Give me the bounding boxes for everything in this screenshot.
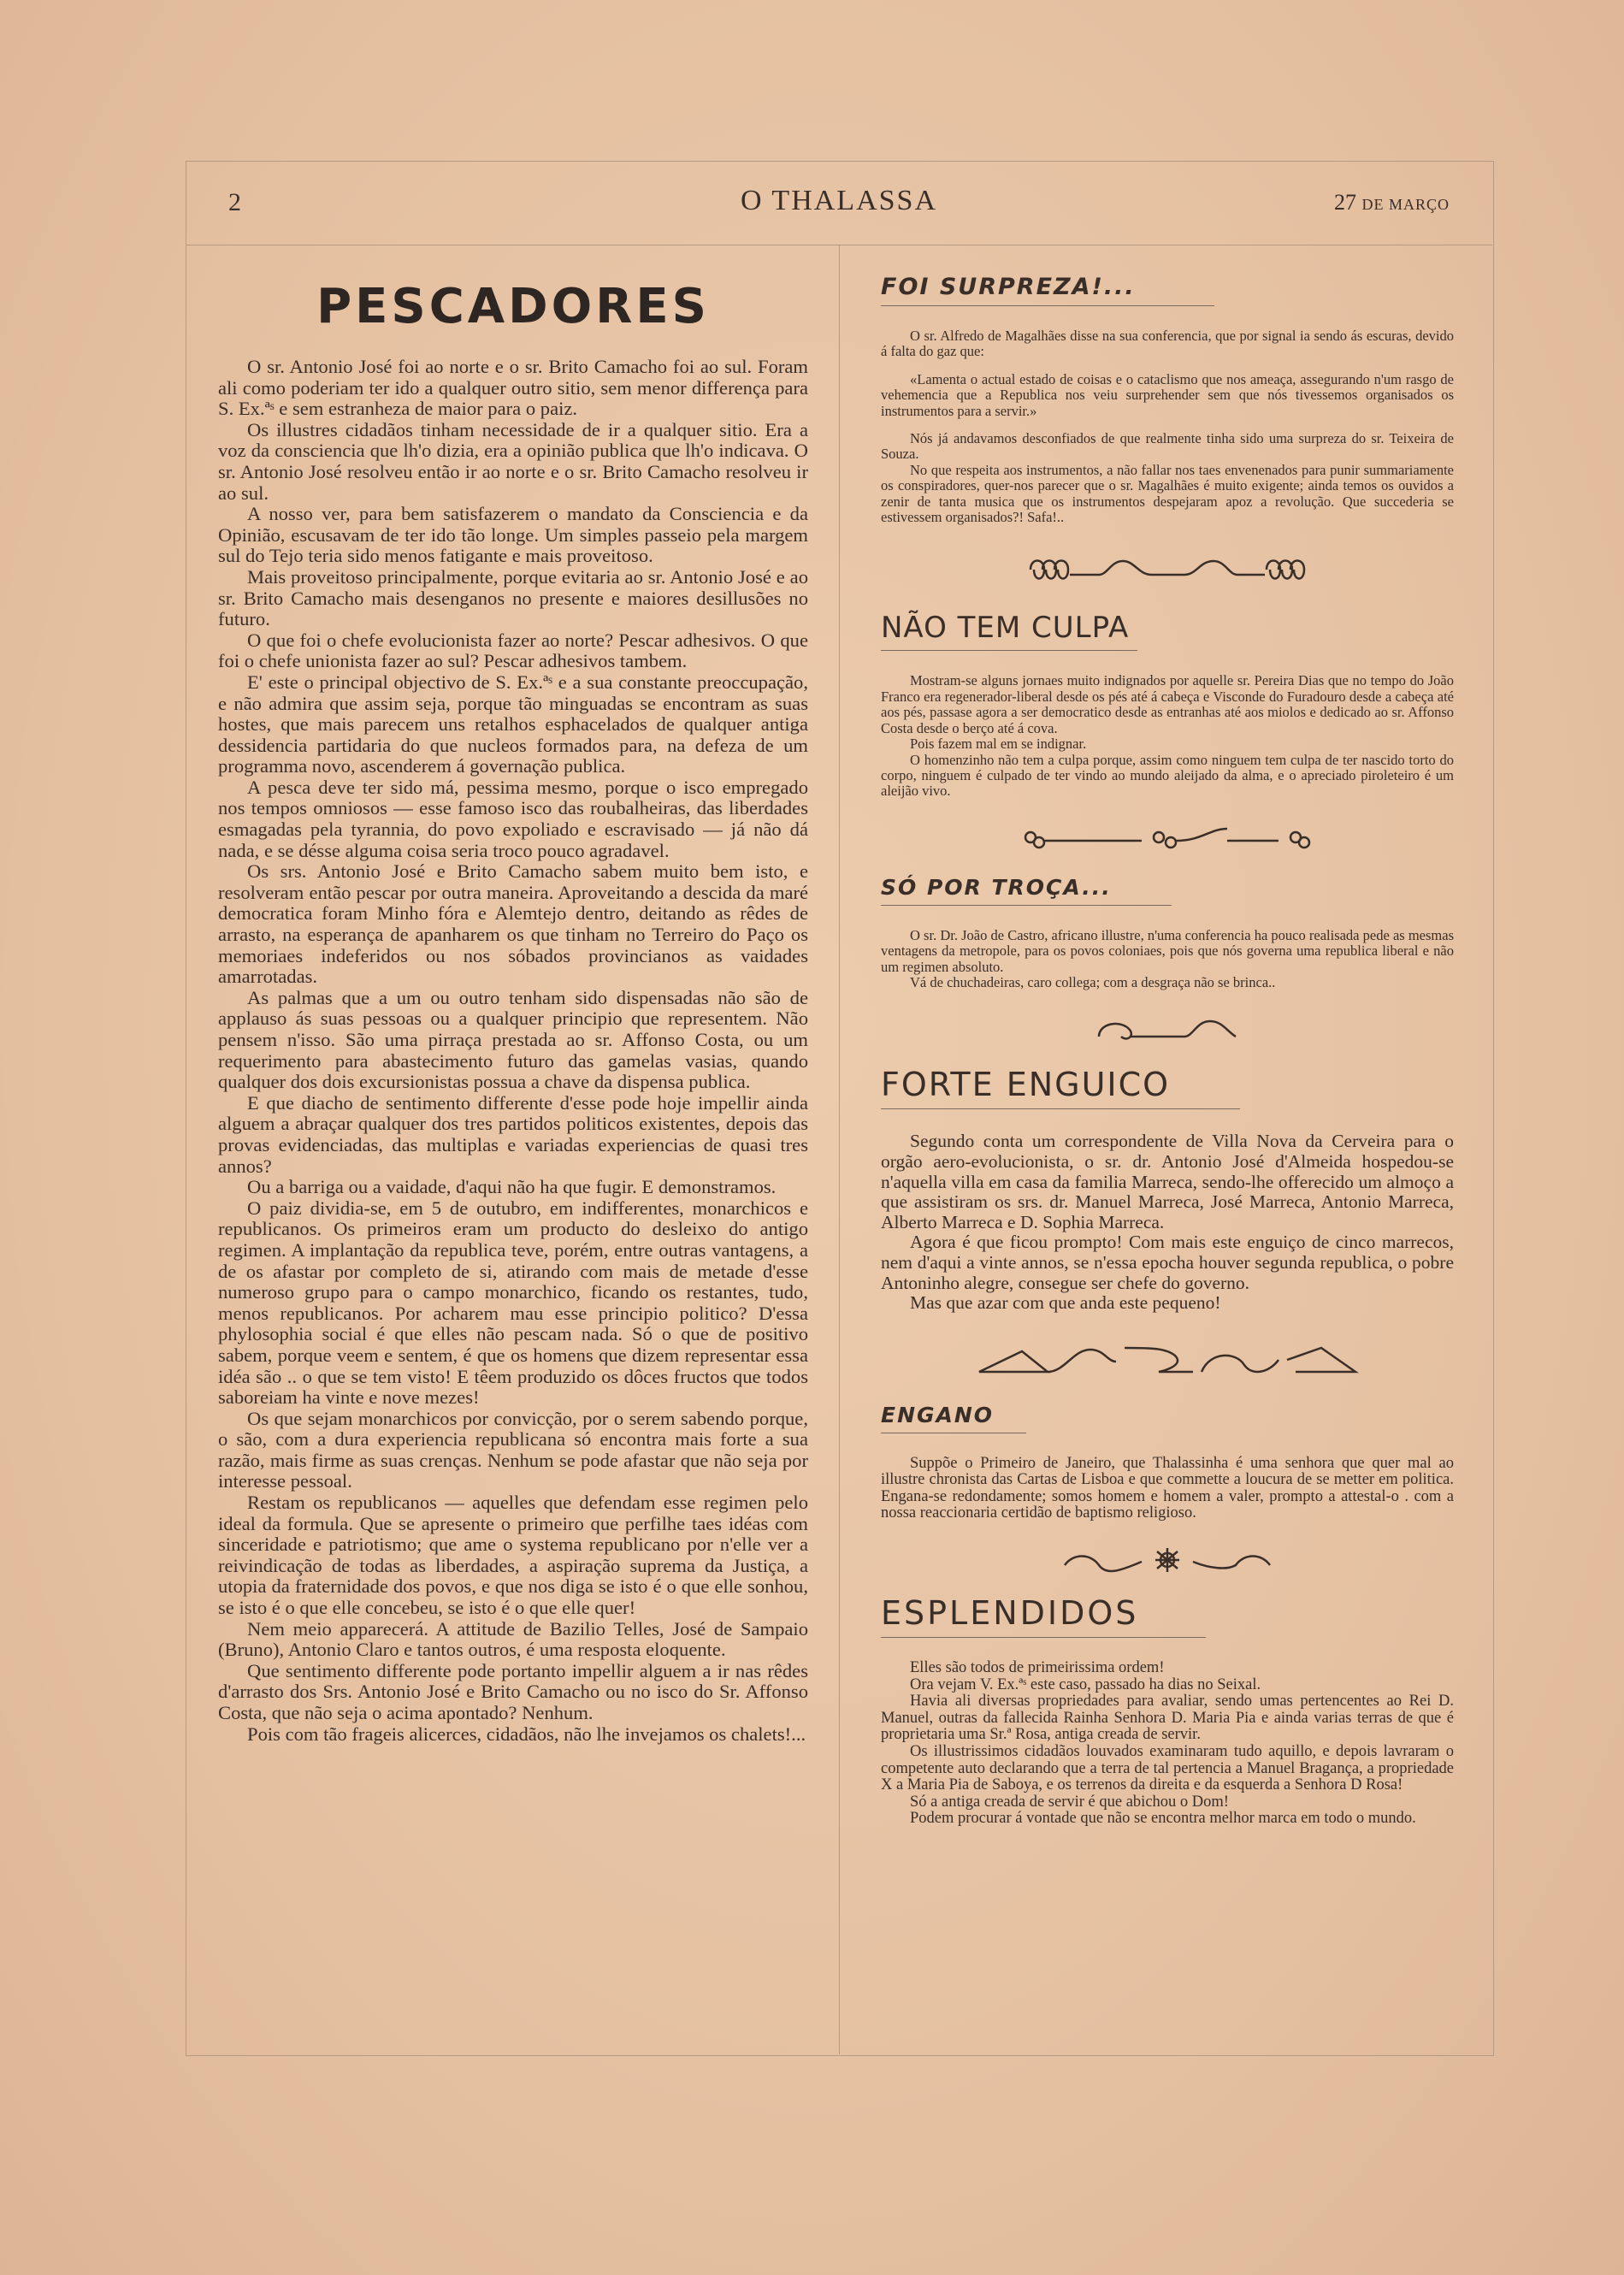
paragraph: O paiz dividia-se, em 5 de outubro, em indifferentes, monarchicos e republicanos. Os primeiros eram um producto do desleixo do antigo regimen. A implantação da republica teve, porém, entre outras vantagens, a de os afastar por completo de si, atirando com mais de metade d'esse numeroso grupo para o campo monarchico, ficando os restantes, tudo, menos republicanos. Por acharem mau esse principio politico? D'essa phylosophia social é que elles não pescam nada. Só o que de positivo sabem, porque veem e sentem, é que os homens que dizem representar essa idéa são .. o que se tem visto! E têem produzido os dôces fructos que todos saboreiam ha vinte e nove mezes! bbox=[218, 1197, 808, 1409]
paragraph: Mais proveitoso principalmente, porque evitaria ao sr. Antonio José e ao sr. Brito Camacho mais desenganos no presente e maiores desillusões no futuro. bbox=[218, 565, 808, 630]
page-header bbox=[186, 181, 1492, 233]
title-underline bbox=[881, 650, 1137, 651]
title-underline bbox=[881, 305, 1214, 306]
paragraph: Nem meio apparecerá. A attitude de Bazilio Telles, José de Sampaio (Bruno), Antonio Claro e tantos outros, é uma resposta eloquente. bbox=[218, 1617, 808, 1661]
paragraph: Pois com tão frageis alicerces, cidadãos, não lhe invejamos os chalets!... bbox=[247, 1722, 806, 1745]
article-body-so-por-troca bbox=[881, 928, 1454, 991]
paragraph: O sr. Antonio José foi ao norte e o sr. Brito Camacho foi ao sul. Foram ali como poderiam ter ido a qualquer outro sitio, sem menor differença para S. Ex.ªˢ e sem estranheza de maior para o paiz. bbox=[218, 356, 808, 420]
paragraph: O que foi o chefe evolucionista fazer ao norte? Pescar adhesivos. O que foi o chefe unionista fazer ao sul? Pescar adhesivos tambem. bbox=[218, 629, 808, 672]
ornament-divider-icon bbox=[1082, 1011, 1253, 1049]
paragraph: Ora vejam V. Ex.ªˢ este caso, passado ha dias no Seixal. bbox=[910, 1675, 1261, 1693]
paragraph: «Lamenta o actual estado de coisas e o cataclismo que nos ameaça, assegurando n'um rasgo de vehemencia que a Republica nos veiu surprehender sem que nós tivessemos organisados os instrumentos para a servir.» bbox=[881, 370, 1454, 419]
paragraph: A nosso ver, para bem satisfazerem o mandato da Consciencia e da Opinião, escusavam de ter ido tão longe. Um simples passeio pela margem sul do Tejo teria sido menos fatigante e mais proveitoso. bbox=[218, 503, 808, 567]
issue-date-month: DE MARÇO bbox=[1361, 196, 1450, 213]
title-underline bbox=[881, 905, 1172, 906]
article-body-engano bbox=[881, 1456, 1454, 1522]
paragraph: Mostram-se alguns jornaes muito indignados por aquelle sr. Pereira Dias que no tempo do João Franco era regenerador-liberal desde os pés até á cabeça e Visconde do Furadouro desde a cabeça até aos pés, passase agora a ser democratico desde as entranhas até aos miolos e dedicado ao sr. Affonso Costa desde o berço até á cova. bbox=[881, 672, 1454, 736]
paragraph: Segundo conta um correspondente de Villa Nova da Cerveira para o orgão aero-evolucionista, o sr. dr. Antonio José d'Almeida hospedou-se n'aquella villa em casa da familia Marreca, sendo-lhe offerecido um almoço a que assistiram os srs. dr. Manuel Marreca, José Marreca, Antonio Marreca, Alberto Marreca e D. Sophia Marreca. bbox=[881, 1131, 1454, 1232]
title-underline bbox=[881, 1108, 1240, 1109]
article-title-engano: ENGANO bbox=[881, 1402, 995, 1427]
paragraph: Podem procurar á vontade que não se encontra melhor marca em todo o mundo. bbox=[910, 1810, 1416, 1828]
paragraph: As palmas que a um ou outro tenham sido dispensadas não são de applauso ás suas pessoas ou a qualquer principio que representem. Não pensem n'isso. São uma pirraça prestada ao sr. Affonso Costa, ou um requerimento para abastecimento futuro das gamelas vasias, quando qualquer dos dois excursionistas possua a chave da dispensa publica. bbox=[218, 986, 808, 1093]
page-number: 2 bbox=[228, 188, 241, 216]
article-title-nao-tem-culpa: NÃO TEM CULPA bbox=[881, 611, 1130, 646]
paragraph: A pesca deve ter sido má, pessima mesmo, porque o isco empregado nos tempos omniosos — esse famoso isco das roubalheiras, das liberdades esmagadas pela tyrannia, do povo expoliado e escravisado — já não dá nada, e se désse alguma coisa seria troco pouco agradavel. bbox=[218, 776, 808, 861]
left-column bbox=[218, 274, 808, 1745]
paragraph: Mas que azar com que anda este pequeno! bbox=[910, 1292, 1221, 1314]
ornament-divider-icon bbox=[971, 1334, 1364, 1386]
newspaper-title: O THALASSA bbox=[740, 185, 937, 216]
paragraph: Restam os republicanos — aquelles que defendam esse regimen pelo ideal da formula. Que se apresente o primeiro que perfilhe taes idéas com sinceridade e patriotismo; que ame o systema republicano por n'elle ver a reivindicação de todas as liberdades, a aspiração suprema da Justiça, a utopia da fraternidade dos povos, e que nos diga se isto é o que elle sonhou, se isto é o que elle concebeu, se isto é o que elle quer! bbox=[218, 1492, 808, 1619]
ornament-divider-icon bbox=[1056, 1543, 1279, 1577]
article-title-so-por-troca: SÓ POR TROÇA... bbox=[881, 874, 1112, 900]
title-underline bbox=[881, 1637, 1206, 1638]
article-body-forte-enguico bbox=[881, 1132, 1454, 1313]
paragraph: Só a antiga creada de servir é que abichou o Dom! bbox=[910, 1793, 1229, 1811]
paragraph: E' este o principal objectivo de S. Ex.ªˢ e a sua constante preoccupação, e não admira que assim seja, porque tão minguadas se encontram as suas hostes, que mais parecem uns retalhos esphacelados de qualquer antiga dessidencia partidaria do que nucleos formados para, na defeza de um programma novo, ascenderem á governação publica. bbox=[218, 671, 808, 777]
paragraph: Havia ali diversas propriedades para avaliar, sendo umas pertencentes ao Rei D. Manuel, outras da fallecida Rainha Senhora D. Maria Pia e ainda varias terras de que é proprietaria uma Sr.ª Rosa, antiga creada de servir. bbox=[881, 1693, 1454, 1744]
article-body-esplendidos bbox=[881, 1660, 1454, 1828]
paragraph: E que diacho de sentimento differente d'esse pode hoje impellir ainda alguem a abraçar qualquer dos tres partidos politicos existentes, depois das provas evidenciadas, das multiplas e variadas experiencias de quasi tres annos? bbox=[218, 1091, 808, 1177]
paragraph: O homenzinho não tem a culpa porque, assim como ninguem tem culpa de ter nascido torto do corpo, ninguem é culpado de ter vindo ao mundo aleijado da alma, e o apreciado piroleteiro é um aleijão vivo. bbox=[881, 751, 1454, 800]
article-title-pescadores: PESCADORES bbox=[316, 279, 710, 334]
paragraph: Os que sejam monarchicos por convicção, por o serem sabendo porque, o são, com a dura experiencia republicana só encontra mais forte a sua razão, mais firme as suas crenças. Nenhum se pode afastar que não seja por interesse pessoal. bbox=[218, 1407, 808, 1492]
paragraph: Suppõe o Primeiro de Janeiro, que Thalassinha é uma senhora que quer mal ao illustre chronista das Cartas de Lisboa e que commette a loucura de se metter em politica. Engana-se redondamente; somos homem e homem a valer, prompto a attestal-o . com a nossa reaccionaria certidão de baptismo religioso. bbox=[881, 1454, 1454, 1522]
paragraph: Pois fazem mal em se indignar. bbox=[910, 736, 1087, 753]
paragraph: Elles são todos de primeirissima ordem! bbox=[910, 1659, 1165, 1677]
ornament-divider-icon bbox=[1013, 820, 1321, 858]
paragraph: No que respeita aos instrumentos, a não fallar nos taes envenenados para punir summariamente os conspiradores, quer-nos parecer que o sr. Magalhães é muito exigente; ainda temos os ouvidos a zenir de tanta musica que os instrumentos despejaram apoz a revolução. Que succederia se estivessem organisados?! Safa!.. bbox=[881, 461, 1454, 526]
paragraph: Os illustres cidadãos tinham necessidade de ir a qualquer sitio. Era a voz da consciencia que lh'o dizia, era a opinião publica que lh'o indicava. O sr. Antonio José resolveu então ir ao norte e o sr. Brito Camacho resolveu ir ao sul. bbox=[218, 418, 808, 504]
article-title-forte-enguico: FORTE ENGUICO bbox=[881, 1066, 1171, 1104]
paragraph: Agora é que ficou prompto! Com mais este enguiço de cinco marrecos, nem d'aqui a vinte annos, se n'essa epocha houver segunda republica, o pobre Antoninho alegre, consegue ser chefe do governo. bbox=[881, 1232, 1454, 1293]
column-divider bbox=[839, 245, 840, 2054]
article-title-esplendidos: ESPLENDIDOS bbox=[881, 1594, 1139, 1633]
paragraph: Vá de chuchadeiras, caro collega; com a desgraça não se brinca.. bbox=[910, 973, 1276, 990]
paragraph: Que sentimento differente pode portanto impellir alguem a ir nas rêdes d'arrasto dos Srs. Antonio José e Brito Camacho ou no isco do Sr. Affonso Costa, que não seja o acima apontado? Nenhum. bbox=[218, 1659, 808, 1723]
article-body-pescadores bbox=[218, 357, 808, 1745]
paragraph: Os srs. Antonio José e Brito Camacho sabem muito bem isto, e resolveram então pescar por outra maneira. Aproveitando a descida da maré democratica foram Minho fóra e Alemtejo dentro, deitando as rêdes de arrasto, na esperança de apanharem os que tinham no Terreiro do Paço os memoriaes indeferidos ou nos sóbados provincianos as vaidades amarrotadas. bbox=[218, 860, 808, 988]
issue-date bbox=[1334, 190, 1450, 216]
ornament-divider-icon bbox=[1013, 546, 1321, 594]
article-body-nao-tem-culpa bbox=[881, 673, 1454, 799]
article-body-foi-surpreza bbox=[881, 328, 1454, 525]
paragraph: Os illustrissimos cidadãos louvados examinaram tudo aquillo, e depois lavraram o competente auto declarando que a terra de tal pertencia a Manuel Bragança, a propriedade X a Maria Pia de Saboya, e os terrenos da direita e da esquerda a Senhora D Rosa! bbox=[881, 1743, 1454, 1794]
issue-date-day: 27 bbox=[1333, 190, 1356, 215]
right-column bbox=[881, 274, 1454, 1828]
article-title-foi-surpreza: FOI SURPREZA!... bbox=[881, 274, 1136, 300]
paragraph: Nós já andavamos desconfiados de que realmente tinha sido uma surpreza do sr. Teixeira de Souza. bbox=[881, 430, 1454, 463]
paragraph: Ou a barriga ou a vaidade, d'aqui não ha que fugir. E demonstramos. bbox=[247, 1176, 777, 1198]
paragraph: O sr. Alfredo de Magalhães disse na sua conferencia, que por signal ia sendo ás escuras, devido á falta do gaz que: bbox=[881, 328, 1454, 360]
paragraph: O sr. Dr. João de Castro, africano illustre, n'uma conferencia ha pouco realisada pede as mesmas ventagens da metropole, para os povos coloniaes, pois que nós governa uma republica liberal e não um regimen absoluto. bbox=[881, 926, 1454, 975]
